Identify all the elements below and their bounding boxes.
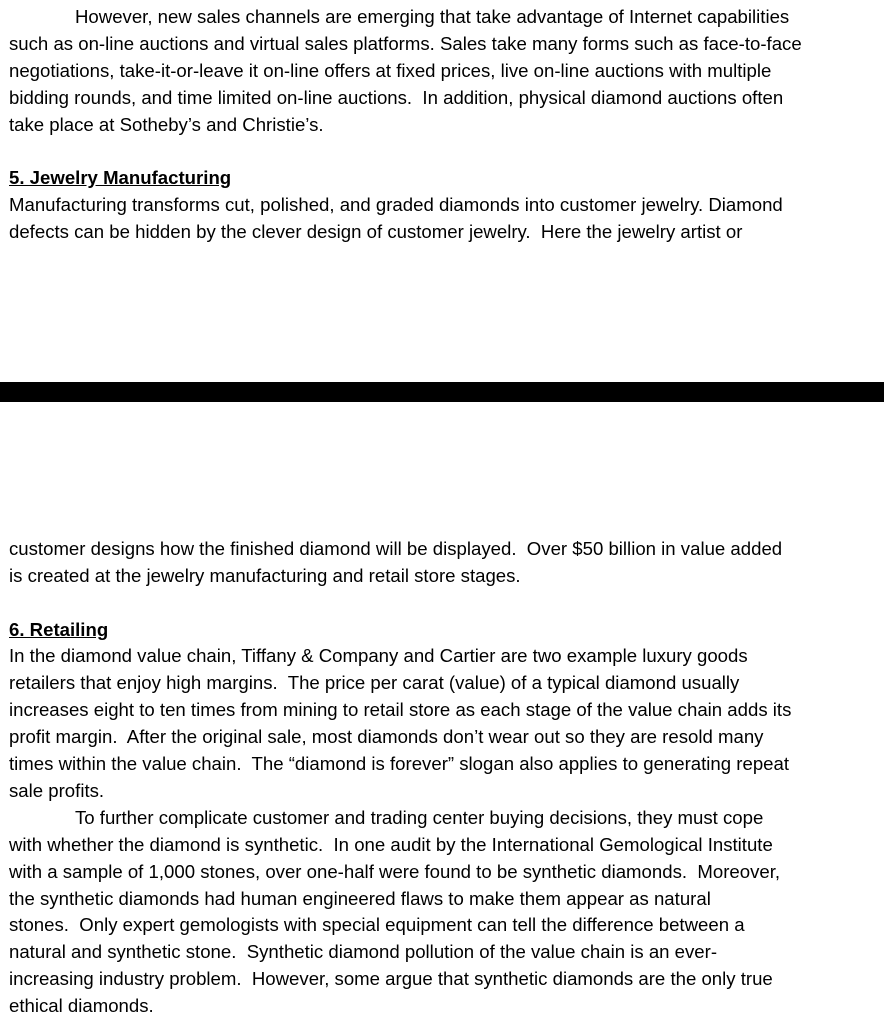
text-line: defects can be hidden by the clever design of customer jewelry. Here the jewelry artist or bbox=[9, 221, 743, 242]
text-line: natural and synthetic stone. Synthetic diamond pollution of the value chain is an ever- bbox=[9, 941, 718, 962]
text-line: is created at the jewelry manufacturing and retail store stages. bbox=[9, 565, 521, 586]
text-line: ethical diamonds. bbox=[9, 995, 154, 1016]
page-break-separator bbox=[0, 382, 884, 402]
text-line: increasing industry problem. However, some argue that synthetic diamonds are the only true bbox=[9, 968, 773, 989]
section-heading-jewelry-manufacturing: 5. Jewelry Manufacturing bbox=[9, 167, 232, 188]
text-line: bidding rounds, and time limited on-line auctions. In addition, physical diamond auctions often bbox=[9, 87, 784, 108]
text-line: Manufacturing transforms cut, polished, and graded diamonds into customer jewelry. Diamond bbox=[9, 194, 783, 215]
text-line: To further complicate customer and trading center buying decisions, they must cope bbox=[75, 807, 764, 828]
text-line: with whether the diamond is synthetic. In one audit by the International Gemological Institute bbox=[9, 834, 773, 855]
text-line: with a sample of 1,000 stones, over one-half were found to be synthetic diamonds. Moreover, bbox=[9, 861, 781, 882]
text-line: In the diamond value chain, Tiffany & Company and Cartier are two example luxury goods bbox=[9, 645, 748, 666]
text-line: the synthetic diamonds had human engineered flaws to make them appear as natural bbox=[9, 888, 711, 909]
section-heading-retailing: 6. Retailing bbox=[9, 619, 109, 640]
document-page-bottom bbox=[0, 402, 884, 1016]
text-line: take place at Sotheby’s and Christie’s. bbox=[9, 114, 324, 135]
text-line: such as on-line auctions and virtual sales platforms. Sales take many forms such as face-to-face bbox=[9, 33, 802, 54]
text-line: times within the value chain. The “diamond is forever” slogan also applies to generating repeat bbox=[9, 753, 790, 774]
text-line: sale profits. bbox=[9, 780, 105, 801]
text-line: However, new sales channels are emerging that take advantage of Internet capabilities bbox=[75, 6, 790, 27]
text-line: customer designs how the finished diamond will be displayed. Over $50 billion in value added bbox=[9, 538, 783, 559]
document-page-top bbox=[0, 0, 884, 382]
text-line: negotiations, take-it-or-leave it on-line offers at fixed prices, live on-line auctions with multiple bbox=[9, 60, 772, 81]
text-line: retailers that enjoy high margins. The price per carat (value) of a typical diamond usually bbox=[9, 672, 740, 693]
text-line: stones. Only expert gemologists with special equipment can tell the difference between a bbox=[9, 914, 745, 935]
text-line: increases eight to ten times from mining to retail store as each stage of the value chain adds its bbox=[9, 699, 792, 720]
text-line: profit margin. After the original sale, most diamonds don’t wear out so they are resold many bbox=[9, 726, 764, 747]
